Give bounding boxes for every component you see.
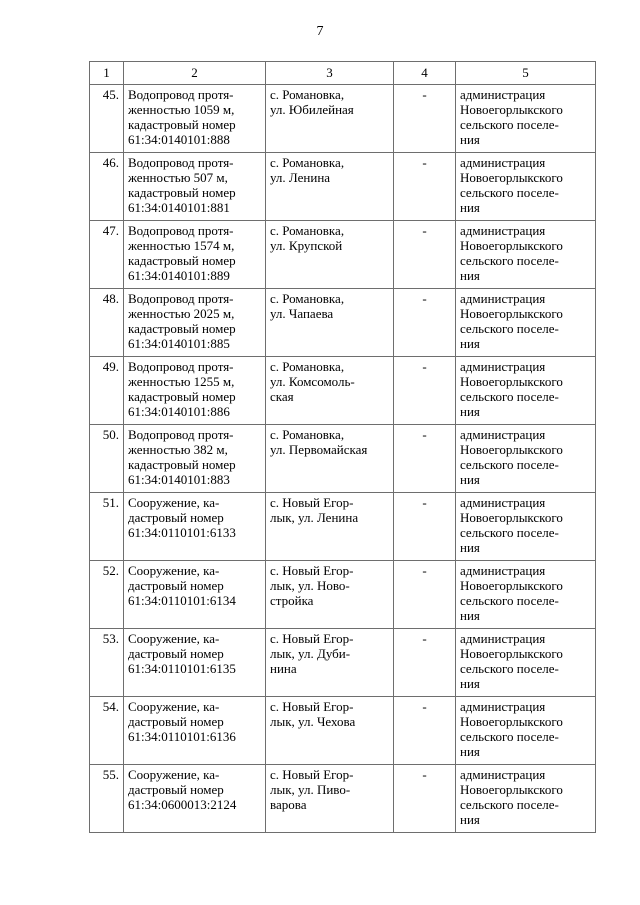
row-number: 49.	[90, 357, 124, 425]
object-name: Сооружение, ка- дастровый номер 61:34:0110101:6133	[124, 493, 266, 561]
row-number: 50.	[90, 425, 124, 493]
table-row	[90, 153, 596, 221]
object-name: Сооружение, ка- дастровый номер 61:34:0600013:2124	[124, 765, 266, 833]
column-4-value: -	[394, 697, 456, 765]
object-owner: администрация Новоегорлыкского сельского поселе- ния	[456, 629, 596, 697]
object-name: Водопровод протя- женностью 507 м, кадастровый номер 61:34:0140101:881	[124, 153, 266, 221]
object-name: Сооружение, ка- дастровый номер 61:34:0110101:6134	[124, 561, 266, 629]
table-row	[90, 425, 596, 493]
table-header-row	[90, 62, 596, 85]
row-number: 46.	[90, 153, 124, 221]
object-owner: администрация Новоегорлыкского сельского поселе- ния	[456, 85, 596, 153]
object-location: с. Романовка, ул. Крупской	[266, 221, 394, 289]
row-number: 51.	[90, 493, 124, 561]
object-location: с. Романовка, ул. Комсомоль- ская	[266, 357, 394, 425]
table-row	[90, 85, 596, 153]
object-name: Водопровод протя- женностью 1255 м, кадастровый номер 61:34:0140101:886	[124, 357, 266, 425]
object-location: с. Новый Егор- лык, ул. Пиво- варова	[266, 765, 394, 833]
column-4-value: -	[394, 493, 456, 561]
column-header-3: 3	[266, 62, 394, 85]
column-header-5: 5	[456, 62, 596, 85]
column-4-value: -	[394, 85, 456, 153]
object-location: с. Романовка, ул. Юбилейная	[266, 85, 394, 153]
object-location: с. Романовка, ул. Чапаева	[266, 289, 394, 357]
object-owner: администрация Новоегорлыкского сельского поселе- ния	[456, 289, 596, 357]
table-row	[90, 561, 596, 629]
table-row	[90, 629, 596, 697]
row-number: 47.	[90, 221, 124, 289]
table-row	[90, 357, 596, 425]
table-row	[90, 765, 596, 833]
row-number: 48.	[90, 289, 124, 357]
object-owner: администрация Новоегорлыкского сельского поселе- ния	[456, 765, 596, 833]
object-name: Водопровод протя- женностью 1059 м, кадастровый номер 61:34:0140101:888	[124, 85, 266, 153]
object-location: с. Новый Егор- лык, ул. Ленина	[266, 493, 394, 561]
row-number: 45.	[90, 85, 124, 153]
object-name: Сооружение, ка- дастровый номер 61:34:0110101:6136	[124, 697, 266, 765]
column-header-4: 4	[394, 62, 456, 85]
property-table	[89, 61, 596, 833]
row-number: 55.	[90, 765, 124, 833]
column-header-1: 1	[90, 62, 124, 85]
object-location: с. Новый Егор- лык, ул. Чехова	[266, 697, 394, 765]
object-owner: администрация Новоегорлыкского сельского поселе- ния	[456, 493, 596, 561]
column-4-value: -	[394, 289, 456, 357]
table-row	[90, 493, 596, 561]
object-location: с. Романовка, ул. Ленина	[266, 153, 394, 221]
row-number: 53.	[90, 629, 124, 697]
table-row	[90, 221, 596, 289]
column-4-value: -	[394, 561, 456, 629]
column-4-value: -	[394, 153, 456, 221]
column-4-value: -	[394, 629, 456, 697]
object-owner: администрация Новоегорлыкского сельского поселе- ния	[456, 425, 596, 493]
row-number: 54.	[90, 697, 124, 765]
object-location: с. Романовка, ул. Первомайская	[266, 425, 394, 493]
object-name: Сооружение, ка- дастровый номер 61:34:0110101:6135	[124, 629, 266, 697]
column-4-value: -	[394, 765, 456, 833]
column-4-value: -	[394, 221, 456, 289]
object-name: Водопровод протя- женностью 382 м, кадастровый номер 61:34:0140101:883	[124, 425, 266, 493]
object-owner: администрация Новоегорлыкского сельского поселе- ния	[456, 153, 596, 221]
object-location: с. Новый Егор- лык, ул. Дуби- нина	[266, 629, 394, 697]
object-owner: администрация Новоегорлыкского сельского поселе- ния	[456, 697, 596, 765]
table-body	[90, 85, 596, 833]
object-owner: администрация Новоегорлыкского сельского поселе- ния	[456, 561, 596, 629]
object-owner: администрация Новоегорлыкского сельского поселе- ния	[456, 357, 596, 425]
object-name: Водопровод протя- женностью 2025 м, кадастровый номер 61:34:0140101:885	[124, 289, 266, 357]
object-name: Водопровод протя- женностью 1574 м, кадастровый номер 61:34:0140101:889	[124, 221, 266, 289]
object-owner: администрация Новоегорлыкского сельского поселе- ния	[456, 221, 596, 289]
row-number: 52.	[90, 561, 124, 629]
column-4-value: -	[394, 357, 456, 425]
object-location: с. Новый Егор- лык, ул. Ново- стройка	[266, 561, 394, 629]
page-number: 7	[316, 24, 324, 39]
column-header-2: 2	[124, 62, 266, 85]
table-row	[90, 697, 596, 765]
table-row	[90, 289, 596, 357]
column-4-value: -	[394, 425, 456, 493]
